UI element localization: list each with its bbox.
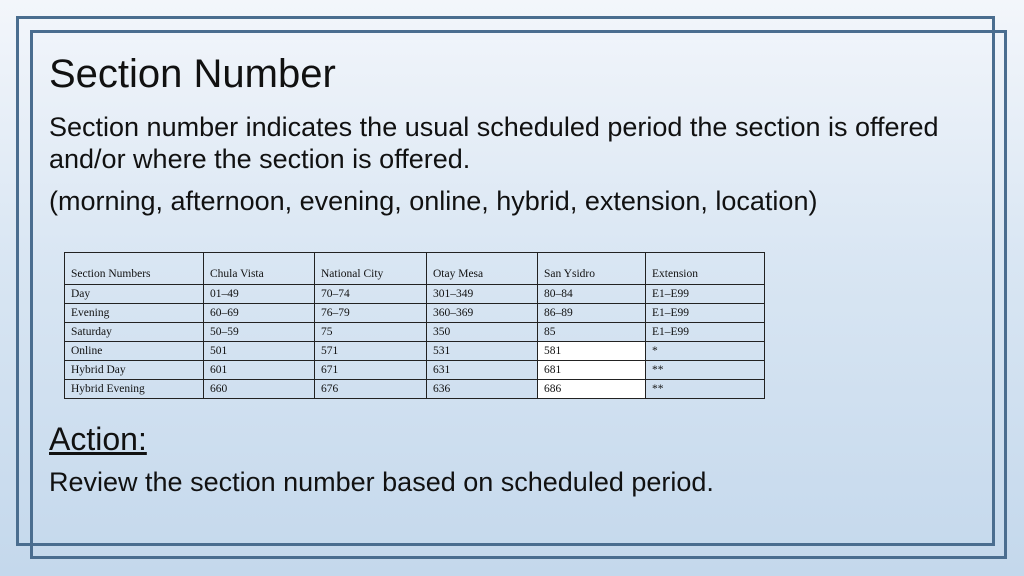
table-cell: 75 [315,323,427,342]
slide-title: Section Number [49,52,336,96]
table-cell: Hybrid Evening [65,380,204,399]
table-cell: Saturday [65,323,204,342]
table-cell: 531 [427,342,538,361]
table-cell: 571 [315,342,427,361]
table-cell: Hybrid Day [65,361,204,380]
table-cell: 681 [538,361,646,380]
table-cell: 85 [538,323,646,342]
table-cell: 50–59 [204,323,315,342]
table-cell: 60–69 [204,304,315,323]
table-cell: 601 [204,361,315,380]
table-cell: 501 [204,342,315,361]
table-cell: 86–89 [538,304,646,323]
table-cell: 350 [427,323,538,342]
slide-subtext: (morning, afternoon, evening, online, hybrid, extension, location) [49,186,818,216]
table-cell: 686 [538,380,646,399]
table-cell: * [646,342,765,361]
table-row [65,361,765,380]
table-cell: E1–E99 [646,323,765,342]
table-cell: E1–E99 [646,304,765,323]
table-row [65,285,765,304]
table-cell: 631 [427,361,538,380]
table-cell: 70–74 [315,285,427,304]
table-cell: 636 [427,380,538,399]
table-cell: 76–79 [315,304,427,323]
table-cell: 360–369 [427,304,538,323]
table-row [65,304,765,323]
table-cell: 80–84 [538,285,646,304]
action-heading: Action: [49,421,147,457]
column-header: San Ysidro [538,253,646,285]
table-cell: 01–49 [204,285,315,304]
table-cell: Online [65,342,204,361]
table-row [65,323,765,342]
column-header: Chula Vista [204,253,315,285]
table-header-row [65,253,765,285]
column-header: Otay Mesa [427,253,538,285]
section-number-table [64,252,765,399]
slide-description: Section number indicates the usual scheduled period the section is offered and/or where the section is offered. [49,112,939,174]
table-cell: 301–349 [427,285,538,304]
table-row [65,342,765,361]
column-header: Extension [646,253,765,285]
action-text: Review the section number based on scheduled period. [49,467,714,497]
table-cell: ** [646,361,765,380]
table-cell: Day [65,285,204,304]
table-cell: E1–E99 [646,285,765,304]
table-cell: 671 [315,361,427,380]
table-cell: ** [646,380,765,399]
table-cell: Evening [65,304,204,323]
table-cell: 581 [538,342,646,361]
table-row [65,380,765,399]
table-cell: 660 [204,380,315,399]
column-header: National City [315,253,427,285]
table-cell: 676 [315,380,427,399]
column-header: Section Numbers [65,253,204,285]
